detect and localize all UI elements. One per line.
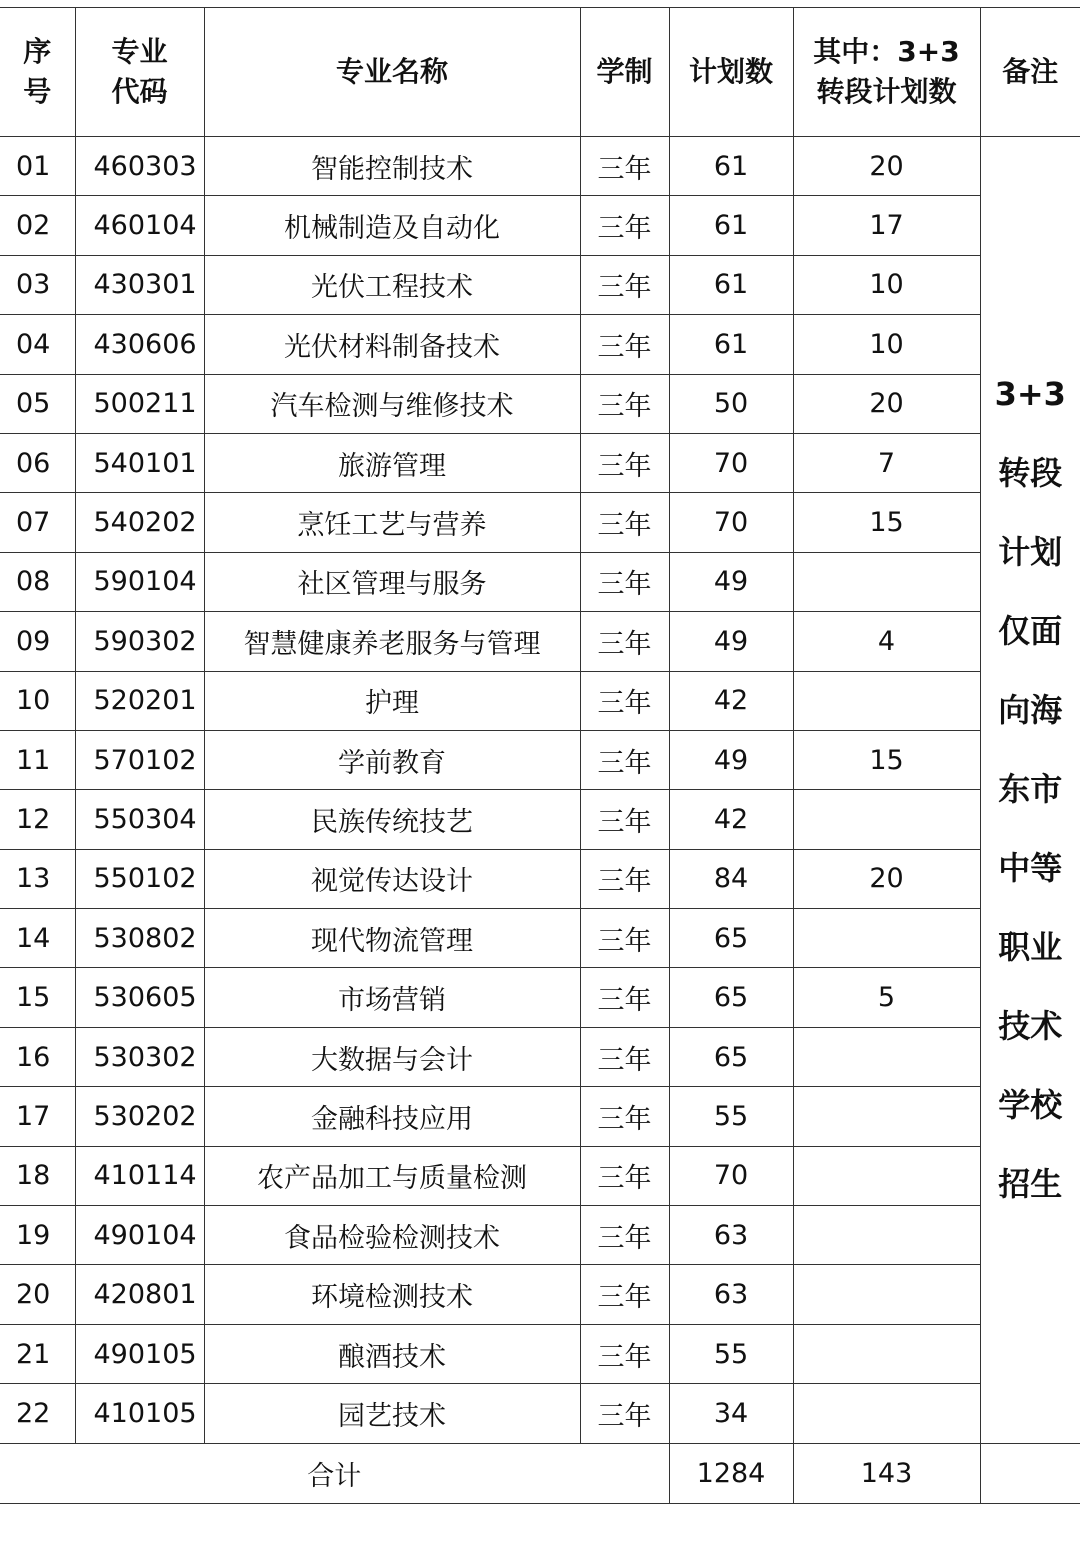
cell-no: 20 — [0, 1265, 75, 1324]
cell-code: 550102 — [75, 849, 204, 908]
cell-no: 09 — [0, 612, 75, 671]
cell-transfer — [793, 909, 980, 968]
cell-no: 06 — [0, 433, 75, 492]
total-remark — [980, 1443, 1080, 1503]
table-row — [0, 255, 1080, 314]
header-code: 专业 代码 — [75, 8, 204, 137]
cell-transfer: 4 — [793, 612, 980, 671]
cell-plan: 65 — [669, 909, 793, 968]
remark-line: 转段 — [998, 454, 1063, 493]
remark-line: 3+3 — [994, 375, 1066, 414]
table-row — [0, 909, 1080, 968]
cell-transfer: 20 — [793, 374, 980, 433]
cell-no: 19 — [0, 1206, 75, 1265]
cell-duration: 三年 — [580, 196, 669, 255]
cell-transfer — [793, 1146, 980, 1205]
cell-plan: 61 — [669, 196, 793, 255]
cell-code: 530802 — [75, 909, 204, 968]
cell-plan: 70 — [669, 493, 793, 552]
total-label: 合计 — [0, 1443, 669, 1503]
cell-no: 18 — [0, 1146, 75, 1205]
cell-duration: 三年 — [580, 730, 669, 789]
table-row — [0, 671, 1080, 730]
cell-transfer: 10 — [793, 315, 980, 374]
cell-transfer: 20 — [793, 137, 980, 196]
cell-plan: 63 — [669, 1265, 793, 1324]
cell-transfer — [793, 1206, 980, 1265]
header-plan: 计划数 — [669, 8, 793, 137]
cell-no: 13 — [0, 849, 75, 908]
header-no: 序 号 — [0, 8, 75, 137]
remark-line: 职业 — [998, 928, 1063, 967]
cell-name: 环境检测技术 — [204, 1265, 580, 1324]
cell-name: 机械制造及自动化 — [204, 196, 580, 255]
table-row — [0, 1384, 1080, 1443]
cell-transfer — [793, 1087, 980, 1146]
cell-name: 酿酒技术 — [204, 1324, 580, 1383]
cell-duration: 三年 — [580, 1384, 669, 1443]
cell-no: 22 — [0, 1384, 75, 1443]
cell-transfer: 20 — [793, 849, 980, 908]
cell-transfer: 17 — [793, 196, 980, 255]
cell-transfer: 15 — [793, 730, 980, 789]
cell-no: 10 — [0, 671, 75, 730]
remark-line: 学校 — [998, 1086, 1063, 1125]
cell-no: 05 — [0, 374, 75, 433]
cell-no: 17 — [0, 1087, 75, 1146]
cell-code: 530302 — [75, 1027, 204, 1086]
cell-duration: 三年 — [580, 909, 669, 968]
cell-no: 02 — [0, 196, 75, 255]
cell-plan: 49 — [669, 612, 793, 671]
cell-transfer: 10 — [793, 255, 980, 314]
cell-transfer — [793, 671, 980, 730]
cell-code: 590302 — [75, 612, 204, 671]
cell-code: 550304 — [75, 790, 204, 849]
cell-name: 市场营销 — [204, 968, 580, 1027]
cell-plan: 34 — [669, 1384, 793, 1443]
remark-line: 技术 — [998, 1007, 1063, 1046]
cell-plan: 61 — [669, 255, 793, 314]
table-row — [0, 315, 1080, 374]
total-plan: 1284 — [669, 1443, 793, 1503]
cell-plan: 61 — [669, 315, 793, 374]
cell-code: 570102 — [75, 730, 204, 789]
cell-plan: 55 — [669, 1087, 793, 1146]
cell-transfer — [793, 1265, 980, 1324]
total-transfer: 143 — [793, 1443, 980, 1503]
cell-name: 光伏工程技术 — [204, 255, 580, 314]
cell-code: 430301 — [75, 255, 204, 314]
cell-duration: 三年 — [580, 1087, 669, 1146]
cell-duration: 三年 — [580, 1265, 669, 1324]
cell-no: 01 — [0, 137, 75, 196]
cell-duration: 三年 — [580, 1027, 669, 1086]
cell-code: 460104 — [75, 196, 204, 255]
cell-plan: 65 — [669, 1027, 793, 1086]
cell-no: 07 — [0, 493, 75, 552]
table-body — [0, 137, 1080, 1504]
cell-duration: 三年 — [580, 1146, 669, 1205]
cell-name: 现代物流管理 — [204, 909, 580, 968]
cell-code: 420801 — [75, 1265, 204, 1324]
table-row — [0, 1206, 1080, 1265]
cell-code: 530202 — [75, 1087, 204, 1146]
cell-duration: 三年 — [580, 374, 669, 433]
cell-plan: 84 — [669, 849, 793, 908]
cell-no: 04 — [0, 315, 75, 374]
cell-plan: 42 — [669, 790, 793, 849]
cell-transfer — [793, 1324, 980, 1383]
cell-duration: 三年 — [580, 315, 669, 374]
cell-duration: 三年 — [580, 255, 669, 314]
header-row — [0, 8, 1080, 137]
cell-duration: 三年 — [580, 493, 669, 552]
cell-transfer — [793, 790, 980, 849]
cell-code: 500211 — [75, 374, 204, 433]
cell-plan: 63 — [669, 1206, 793, 1265]
cell-duration: 三年 — [580, 671, 669, 730]
cell-no: 12 — [0, 790, 75, 849]
cell-transfer — [793, 552, 980, 611]
cell-no: 11 — [0, 730, 75, 789]
table-row — [0, 849, 1080, 908]
cell-name: 烹饪工艺与营养 — [204, 493, 580, 552]
remark-line: 中等 — [998, 849, 1063, 888]
cell-name: 园艺技术 — [204, 1384, 580, 1443]
cell-code: 430606 — [75, 315, 204, 374]
cell-duration: 三年 — [580, 849, 669, 908]
cell-transfer — [793, 1384, 980, 1443]
header-transfer: 其中：3+3 转段计划数 — [793, 8, 980, 137]
cell-duration: 三年 — [580, 790, 669, 849]
cell-name: 农产品加工与质量检测 — [204, 1146, 580, 1205]
cell-no: 03 — [0, 255, 75, 314]
table-row — [0, 790, 1080, 849]
cell-plan: 42 — [669, 671, 793, 730]
cell-plan: 55 — [669, 1324, 793, 1383]
cell-duration: 三年 — [580, 137, 669, 196]
table-row — [0, 612, 1080, 671]
cell-no: 16 — [0, 1027, 75, 1086]
cell-plan: 49 — [669, 730, 793, 789]
remark-cell — [980, 137, 1080, 1444]
remark-line: 东市 — [998, 770, 1063, 809]
cell-transfer: 5 — [793, 968, 980, 1027]
table-row — [0, 730, 1080, 789]
cell-plan: 65 — [669, 968, 793, 1027]
cell-no: 08 — [0, 552, 75, 611]
cell-transfer: 15 — [793, 493, 980, 552]
cell-name: 民族传统技艺 — [204, 790, 580, 849]
cell-code: 490105 — [75, 1324, 204, 1383]
cell-plan: 50 — [669, 374, 793, 433]
cell-code: 410114 — [75, 1146, 204, 1205]
cell-code: 490104 — [75, 1206, 204, 1265]
table-row — [0, 1087, 1080, 1146]
cell-transfer: 7 — [793, 433, 980, 492]
cell-name: 旅游管理 — [204, 433, 580, 492]
cell-duration: 三年 — [580, 612, 669, 671]
cell-code: 520201 — [75, 671, 204, 730]
header-remark: 备注 — [980, 8, 1080, 137]
cell-name: 社区管理与服务 — [204, 552, 580, 611]
header-name: 专业名称 — [204, 8, 580, 137]
cell-duration: 三年 — [580, 1324, 669, 1383]
table-row — [0, 137, 1080, 196]
table-row — [0, 1027, 1080, 1086]
table-row — [0, 552, 1080, 611]
cell-code: 540101 — [75, 433, 204, 492]
cell-duration: 三年 — [580, 968, 669, 1027]
cell-name: 光伏材料制备技术 — [204, 315, 580, 374]
cell-name: 汽车检测与维修技术 — [204, 374, 580, 433]
remark-line: 仅面 — [998, 612, 1063, 651]
remark-line: 向海 — [998, 691, 1063, 730]
table-row — [0, 968, 1080, 1027]
cell-transfer — [793, 1027, 980, 1086]
total-row — [0, 1443, 1080, 1503]
cell-plan: 61 — [669, 137, 793, 196]
cell-name: 食品检验检测技术 — [204, 1206, 580, 1265]
enrollment-plan-table — [0, 7, 1080, 1504]
cell-name: 大数据与会计 — [204, 1027, 580, 1086]
table-row — [0, 1265, 1080, 1324]
cell-code: 460303 — [75, 137, 204, 196]
table-row — [0, 374, 1080, 433]
cell-name: 智能控制技术 — [204, 137, 580, 196]
cell-duration: 三年 — [580, 433, 669, 492]
cell-no: 15 — [0, 968, 75, 1027]
cell-no: 14 — [0, 909, 75, 968]
cell-code: 410105 — [75, 1384, 204, 1443]
table-row — [0, 1324, 1080, 1383]
cell-plan: 70 — [669, 433, 793, 492]
cell-duration: 三年 — [580, 552, 669, 611]
cell-no: 21 — [0, 1324, 75, 1383]
header-duration: 学制 — [580, 8, 669, 137]
cell-code: 540202 — [75, 493, 204, 552]
table-row — [0, 493, 1080, 552]
cell-name: 金融科技应用 — [204, 1087, 580, 1146]
cell-plan: 49 — [669, 552, 793, 611]
cell-plan: 70 — [669, 1146, 793, 1205]
remark-line: 计划 — [998, 533, 1063, 572]
cell-code: 590104 — [75, 552, 204, 611]
cell-name: 视觉传达设计 — [204, 849, 580, 908]
table-row — [0, 1146, 1080, 1205]
cell-name: 学前教育 — [204, 730, 580, 789]
cell-name: 护理 — [204, 671, 580, 730]
cell-duration: 三年 — [580, 1206, 669, 1265]
remark-line: 招生 — [998, 1165, 1063, 1204]
cell-name: 智慧健康养老服务与管理 — [204, 612, 580, 671]
cell-code: 530605 — [75, 968, 204, 1027]
table-row — [0, 196, 1080, 255]
table-row — [0, 433, 1080, 492]
